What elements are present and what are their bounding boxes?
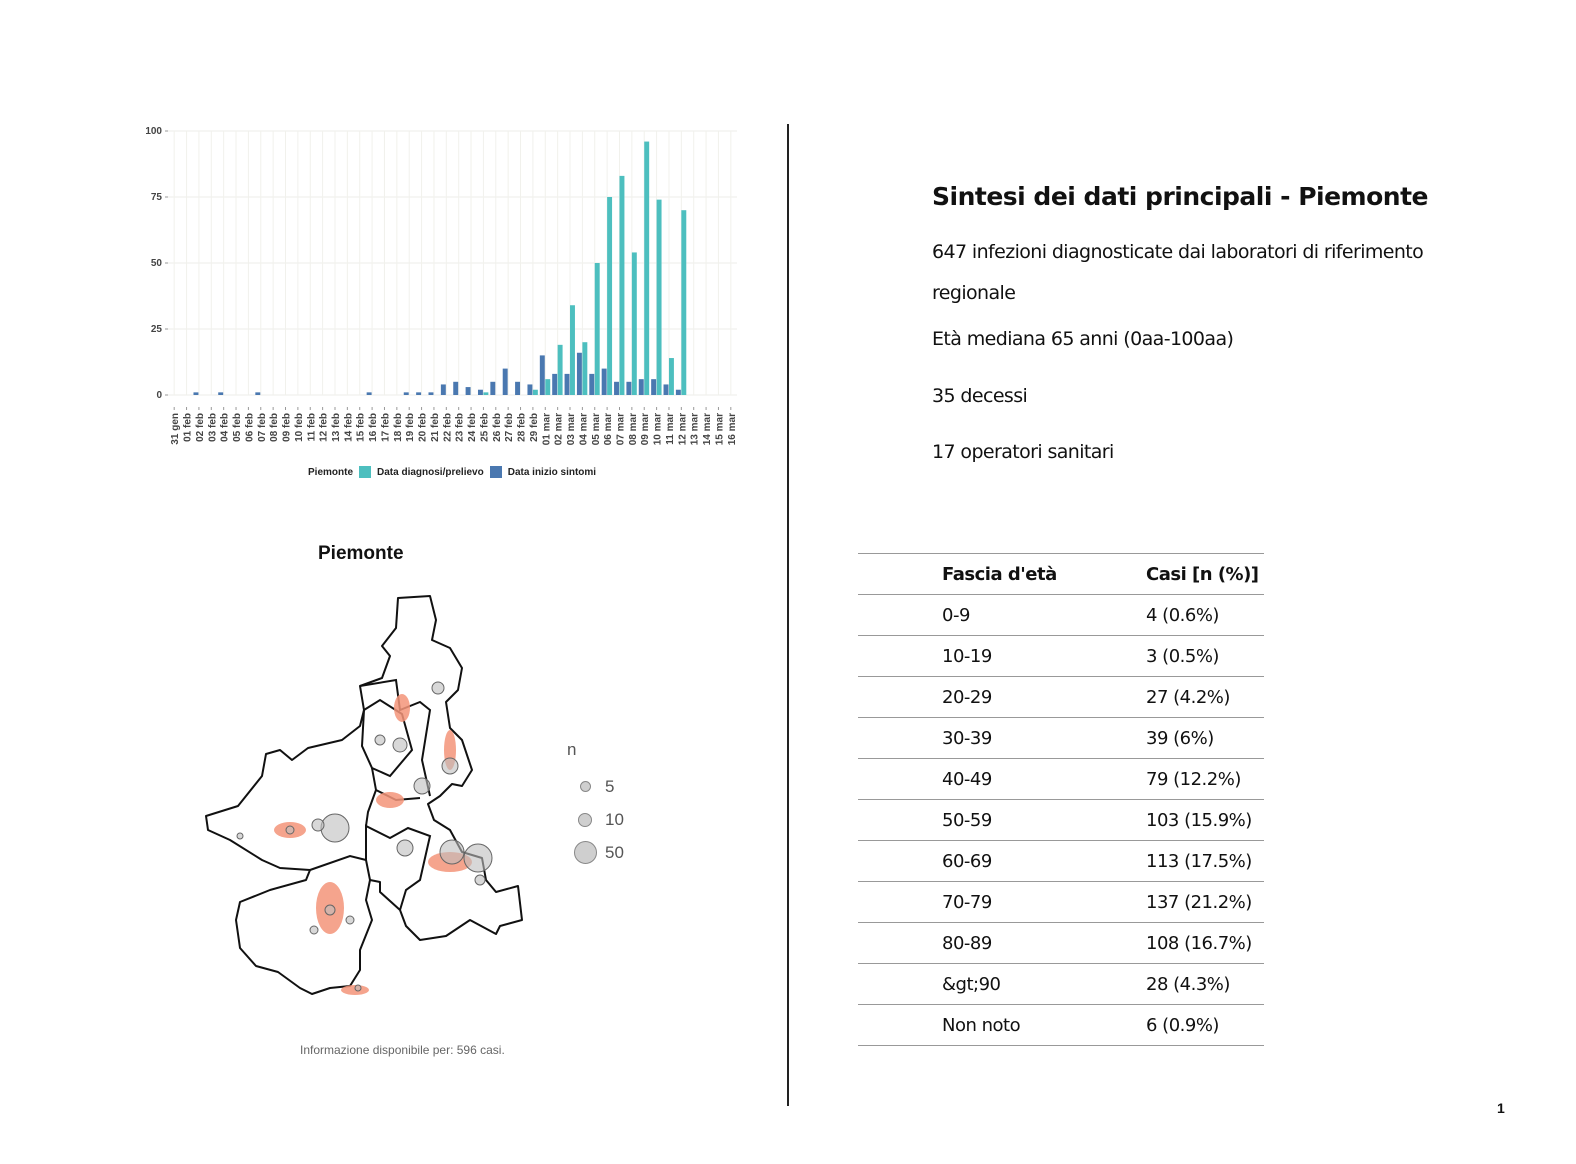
bar: [582, 342, 587, 395]
svg-text:75: 75: [150, 192, 162, 203]
svg-text:04 mar: 04 mar: [578, 413, 590, 446]
bar: [644, 142, 649, 395]
table-row: [858, 841, 1264, 882]
legend-swatch-sintomi: [490, 466, 502, 478]
svg-text:29 feb: 29 feb: [528, 413, 540, 442]
legend-title: Piemonte: [308, 466, 354, 478]
bar: [589, 374, 594, 395]
legend-swatch-diagnosi: [359, 466, 371, 478]
table-header-row: [858, 554, 1264, 595]
table-row: [858, 882, 1264, 923]
svg-text:10 feb: 10 feb: [293, 413, 305, 442]
legend-size-10: 10: [605, 809, 624, 829]
bar: [466, 387, 471, 395]
svg-text:07 mar: 07 mar: [615, 413, 627, 446]
summary-section: [932, 182, 1492, 463]
bar: [416, 392, 421, 395]
svg-text:08 feb: 08 feb: [269, 413, 281, 442]
table-row: [858, 759, 1264, 800]
svg-text:28 feb: 28 feb: [516, 413, 528, 442]
bar: [540, 355, 545, 395]
svg-text:03 mar: 03 mar: [566, 413, 578, 446]
svg-text:03 feb: 03 feb: [207, 413, 219, 442]
cases-cell: 28 (4.3%): [1062, 964, 1264, 1005]
svg-text:10 mar: 10 mar: [652, 413, 664, 446]
bar: [595, 263, 600, 395]
cases-cell: 113 (17.5%): [1062, 841, 1264, 882]
legend-label-sintomi: Data inizio sintomi: [507, 466, 597, 478]
svg-text:01 mar: 01 mar: [541, 413, 553, 446]
table-row: [858, 677, 1264, 718]
summary-title: Sintesi dei dati principali - Piemonte: [932, 182, 1428, 211]
bar: [558, 345, 563, 395]
svg-text:01 feb: 01 feb: [182, 413, 194, 442]
cases-cell: 137 (21.2%): [1062, 882, 1264, 923]
age-group-cell: 80-89: [858, 923, 1062, 964]
map-legend: [565, 740, 624, 869]
svg-text:05 mar: 05 mar: [590, 413, 602, 446]
bar: [545, 379, 550, 395]
age-group-cell: 60-69: [858, 841, 1062, 882]
bar: [527, 384, 532, 395]
svg-text:16 mar: 16 mar: [726, 413, 738, 446]
svg-text:11 mar: 11 mar: [664, 413, 676, 445]
svg-text:23 feb: 23 feb: [454, 413, 466, 442]
bar: [632, 252, 637, 395]
svg-text:24 feb: 24 feb: [467, 413, 479, 442]
svg-text:14 feb: 14 feb: [343, 413, 355, 442]
chart-legend: [308, 466, 596, 478]
table-row: [858, 923, 1264, 964]
cases-cell: 6 (0.9%): [1062, 1005, 1264, 1046]
svg-text:21 feb: 21 feb: [429, 413, 441, 442]
svg-text:20 feb: 20 feb: [417, 413, 429, 442]
epidemic-curve-chart: [130, 118, 750, 488]
bar: [490, 382, 495, 395]
header-age-group: Fascia d'età: [858, 554, 1062, 595]
svg-text:22 feb: 22 feb: [442, 413, 454, 442]
svg-text:09 feb: 09 feb: [281, 413, 293, 442]
table-row: [858, 964, 1264, 1005]
summary-health-workers: 17 operatori sanitari: [932, 441, 1114, 463]
piemonte-map: [200, 590, 540, 1015]
age-group-cell: &gt;90: [858, 964, 1062, 1005]
cases-cell: 108 (16.7%): [1062, 923, 1264, 964]
bar: [651, 379, 656, 395]
size-dot-small-icon: [580, 781, 591, 792]
bar: [626, 382, 631, 395]
bar: [453, 382, 458, 395]
bar: [669, 358, 674, 395]
bar: [619, 176, 624, 395]
bar: [533, 390, 538, 395]
svg-text:19 feb: 19 feb: [405, 413, 417, 442]
table-row: [858, 800, 1264, 841]
svg-text:25 feb: 25 feb: [479, 413, 491, 442]
svg-text:18 feb: 18 feb: [392, 413, 404, 442]
age-group-cell: 30-39: [858, 718, 1062, 759]
map-legend-title: n: [567, 740, 577, 759]
bar: [614, 382, 619, 395]
cases-cell: 27 (4.2%): [1062, 677, 1264, 718]
age-group-cell: Non noto: [858, 1005, 1062, 1046]
svg-text:04 feb: 04 feb: [219, 413, 231, 442]
summary-deaths: 35 decessi: [932, 385, 1028, 407]
cases-cell: 4 (0.6%): [1062, 595, 1264, 636]
legend-label-diagnosi: Data diagnosi/prelievo: [377, 466, 484, 478]
svg-text:06 mar: 06 mar: [603, 413, 615, 446]
bar: [515, 382, 520, 395]
svg-text:26 feb: 26 feb: [491, 413, 503, 442]
bar: [478, 390, 483, 395]
svg-text:13 mar: 13 mar: [689, 413, 701, 446]
legend-size-5: 5: [605, 776, 615, 796]
svg-text:27 feb: 27 feb: [504, 413, 516, 442]
bar: [676, 390, 681, 395]
age-group-cell: 10-19: [858, 636, 1062, 677]
svg-text:100: 100: [145, 126, 162, 137]
table-row: [858, 595, 1264, 636]
table-row: [858, 1005, 1264, 1046]
map-title: Piemonte: [318, 543, 404, 564]
svg-text:50: 50: [150, 258, 162, 269]
age-group-cell: 0-9: [858, 595, 1062, 636]
size-dot-medium-icon: [578, 813, 592, 827]
svg-text:0: 0: [156, 390, 162, 401]
column-divider: [787, 124, 789, 1106]
svg-text:08 mar: 08 mar: [627, 413, 639, 446]
summary-median-age: Età mediana 65 anni (0aa-100aa): [932, 328, 1234, 350]
svg-text:11 feb: 11 feb: [306, 413, 318, 442]
bar: [193, 392, 198, 395]
bar: [602, 369, 607, 395]
bar: [218, 392, 223, 395]
bar: [429, 392, 434, 395]
page-number: 1: [1497, 1100, 1505, 1116]
bar: [367, 392, 372, 395]
svg-text:25: 25: [150, 324, 162, 335]
svg-text:14 mar: 14 mar: [702, 413, 714, 446]
svg-text:06 feb: 06 feb: [244, 413, 256, 442]
bar: [404, 392, 409, 395]
svg-text:07 feb: 07 feb: [256, 413, 268, 442]
svg-text:31 gen: 31 gen: [170, 413, 182, 445]
cases-cell: 79 (12.2%): [1062, 759, 1264, 800]
bar: [570, 305, 575, 395]
svg-text:12 mar: 12 mar: [677, 413, 689, 446]
table-row: [858, 636, 1264, 677]
map-note: Informazione disponibile per: 596 casi.: [300, 1043, 505, 1057]
bar: [607, 197, 612, 395]
svg-text:15 mar: 15 mar: [714, 413, 726, 446]
svg-text:17 feb: 17 feb: [380, 413, 392, 442]
bar: [681, 210, 686, 395]
svg-text:02 mar: 02 mar: [553, 413, 565, 446]
bar: [552, 374, 557, 395]
svg-text:15 feb: 15 feb: [355, 413, 367, 442]
header-cases: Casi [n (%)]: [1062, 554, 1264, 595]
bar: [483, 392, 488, 395]
legend-size-50: 50: [605, 842, 624, 862]
svg-text:13 feb: 13 feb: [330, 413, 342, 442]
svg-text:09 mar: 09 mar: [640, 413, 652, 446]
age-group-cell: 50-59: [858, 800, 1062, 841]
cases-cell: 103 (15.9%): [1062, 800, 1264, 841]
age-group-cell: 20-29: [858, 677, 1062, 718]
bar: [255, 392, 260, 395]
cases-cell: 39 (6%): [1062, 718, 1264, 759]
bar: [657, 200, 662, 395]
bar: [664, 384, 669, 395]
bar: [503, 369, 508, 395]
table-row: [858, 718, 1264, 759]
size-dot-large-icon: [574, 841, 597, 864]
svg-text:16 feb: 16 feb: [368, 413, 380, 442]
age-group-table: [858, 553, 1264, 1046]
bar: [639, 379, 644, 395]
svg-text:02 feb: 02 feb: [194, 413, 206, 442]
svg-text:12 feb: 12 feb: [318, 413, 330, 442]
age-group-cell: 40-49: [858, 759, 1062, 800]
bar: [565, 374, 570, 395]
bar: [441, 384, 446, 395]
age-group-cell: 70-79: [858, 882, 1062, 923]
bar: [577, 353, 582, 395]
summary-infections: 647 infezioni diagnosticate dai laboratori di riferimento regionale: [932, 241, 1424, 304]
svg-text:05 feb: 05 feb: [232, 413, 244, 442]
cases-cell: 3 (0.5%): [1062, 636, 1264, 677]
